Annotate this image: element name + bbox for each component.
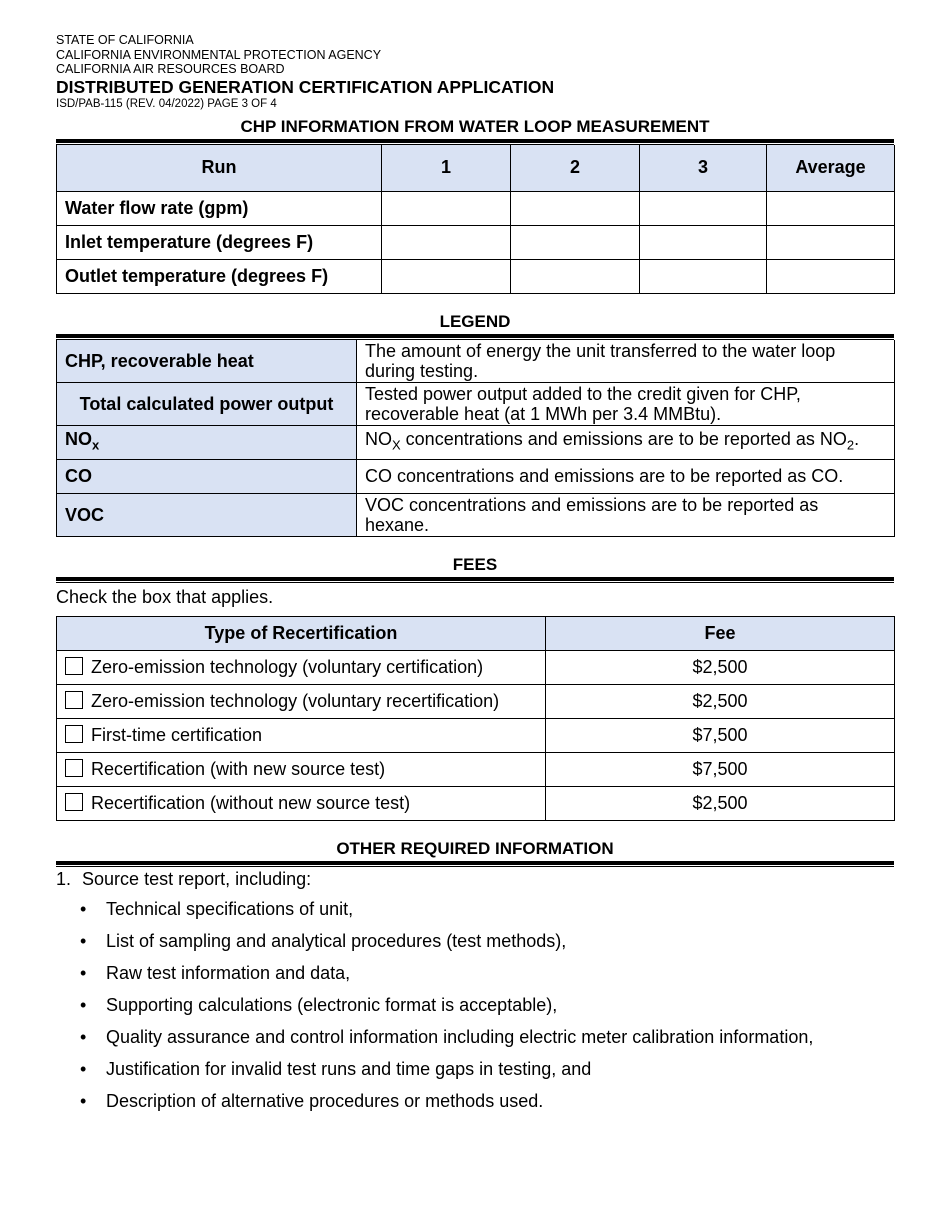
legend-row bbox=[57, 340, 895, 383]
table-row bbox=[57, 752, 895, 786]
table-row bbox=[57, 684, 895, 718]
fee-amount: $7,500 bbox=[546, 752, 895, 786]
fees-section-title: FEES bbox=[452, 554, 498, 574]
col-run: Run bbox=[57, 145, 382, 192]
nox-term-base: NO bbox=[65, 428, 92, 449]
bullet-text: Supporting calculations (electronic format is acceptable), bbox=[106, 994, 558, 1015]
nox-def-subscript: X bbox=[392, 437, 401, 453]
agency-carb: CALIFORNIA AIR RESOURCES BOARD bbox=[56, 62, 285, 76]
row-label-water-flow: Water flow rate (gpm) bbox=[57, 191, 382, 225]
legend-term: CHP, recoverable heat bbox=[57, 340, 357, 383]
bullet-text: Quality assurance and control information including electric meter calibration information, bbox=[106, 1026, 814, 1047]
col-average: Average bbox=[767, 145, 895, 192]
chp-header-row bbox=[57, 145, 895, 192]
legend-section-title: LEGEND bbox=[439, 311, 511, 331]
table-row bbox=[57, 650, 895, 684]
nox-term-subscript: x bbox=[92, 437, 100, 453]
recertification-with-test-checkbox[interactable] bbox=[65, 759, 83, 777]
fee-option bbox=[57, 650, 546, 684]
legend-row bbox=[57, 493, 895, 536]
row-label-inlet-temp: Inlet temperature (degrees F) bbox=[57, 225, 382, 259]
legend-definition: The amount of energy the unit transferred to the water loop during testing. bbox=[357, 340, 895, 383]
col-fee: Fee bbox=[546, 616, 895, 650]
outlet-temp-run2-field[interactable] bbox=[511, 259, 640, 293]
recertification-without-test-checkbox[interactable] bbox=[65, 793, 83, 811]
table-row bbox=[57, 259, 895, 293]
legend-term bbox=[57, 425, 357, 459]
legend-term: VOC bbox=[57, 493, 357, 536]
fees-table bbox=[56, 616, 895, 821]
zero-emission-certification-checkbox[interactable] bbox=[65, 657, 83, 675]
form-number: ISD/PAB-115 (REV. 04/2022) PAGE 3 OF 4 bbox=[56, 97, 277, 110]
nox-def-text: concentrations and emissions are to be reported as NO bbox=[400, 428, 847, 449]
list-item bbox=[56, 868, 894, 890]
nox-def-base: NO bbox=[365, 428, 392, 449]
inlet-temp-run3-field[interactable] bbox=[640, 225, 767, 259]
fee-option bbox=[57, 718, 546, 752]
col-type-of-recertification: Type of Recertification bbox=[57, 616, 546, 650]
inlet-temp-average-field[interactable] bbox=[767, 225, 895, 259]
form-title: DISTRIBUTED GENERATION CERTIFICATION APPLICATION bbox=[56, 76, 555, 97]
list-item bbox=[56, 1053, 894, 1085]
col-run-3: 3 bbox=[640, 145, 767, 192]
chp-table bbox=[56, 145, 895, 294]
bullet-text: Description of alternative procedures or methods used. bbox=[106, 1090, 544, 1111]
water-flow-average-field[interactable] bbox=[767, 191, 895, 225]
section-rule bbox=[56, 577, 894, 583]
fee-amount: $2,500 bbox=[546, 650, 895, 684]
fee-option-label: Recertification (with new source test) bbox=[91, 758, 386, 779]
list-item bbox=[56, 1021, 894, 1053]
outlet-temp-run3-field[interactable] bbox=[640, 259, 767, 293]
nox-def-end: . bbox=[854, 428, 860, 449]
water-flow-run3-field[interactable] bbox=[640, 191, 767, 225]
form-header bbox=[56, 33, 894, 111]
table-row bbox=[57, 786, 895, 820]
section-rule bbox=[56, 861, 894, 867]
bullet-icon: • bbox=[80, 898, 87, 919]
fee-amount: $2,500 bbox=[546, 786, 895, 820]
bullet-text: Technical specifications of unit, bbox=[106, 898, 354, 919]
bullet-list bbox=[56, 893, 894, 1117]
fee-option-label: Zero-emission technology (voluntary recertification) bbox=[91, 690, 500, 711]
row-label-outlet-temp: Outlet temperature (degrees F) bbox=[57, 259, 382, 293]
fee-option bbox=[57, 786, 546, 820]
list-item bbox=[56, 1085, 894, 1117]
fees-header-row bbox=[57, 616, 895, 650]
table-row bbox=[57, 191, 895, 225]
other-info-section-title: OTHER REQUIRED INFORMATION bbox=[336, 838, 614, 858]
bullet-icon: • bbox=[80, 1090, 87, 1111]
fee-option-label: Zero-emission technology (voluntary certification) bbox=[91, 656, 484, 677]
legend-definition: Tested power output added to the credit given for CHP, recoverable heat (at 1 MWh per 3.4 MMBtu). bbox=[357, 382, 895, 425]
fee-option-label: First-time certification bbox=[91, 724, 263, 745]
bullet-icon: • bbox=[80, 994, 87, 1015]
fee-amount: $2,500 bbox=[546, 684, 895, 718]
fee-option bbox=[57, 684, 546, 718]
agency-calepa: CALIFORNIA ENVIRONMENTAL PROTECTION AGENCY bbox=[56, 47, 382, 62]
inlet-temp-run2-field[interactable] bbox=[511, 225, 640, 259]
legend-definition: VOC concentrations and emissions are to be reported as hexane. bbox=[357, 493, 895, 536]
legend-row bbox=[57, 425, 895, 459]
legend-definition bbox=[357, 425, 895, 459]
list-item-number: 1. bbox=[56, 868, 72, 889]
outlet-temp-run1-field[interactable] bbox=[382, 259, 511, 293]
table-row bbox=[57, 225, 895, 259]
bullet-text: List of sampling and analytical procedures (test methods), bbox=[106, 930, 567, 951]
col-run-2: 2 bbox=[511, 145, 640, 192]
list-item bbox=[56, 925, 894, 957]
bullet-text: Raw test information and data, bbox=[106, 962, 351, 983]
legend-section bbox=[56, 312, 894, 537]
agency-state: STATE OF CALIFORNIA bbox=[56, 33, 194, 47]
other-info-section bbox=[56, 839, 894, 1117]
chp-section-title: CHP INFORMATION FROM WATER LOOP MEASUREMENT bbox=[240, 116, 710, 136]
form-page bbox=[56, 33, 894, 1117]
chp-section bbox=[56, 117, 894, 294]
list-item bbox=[56, 989, 894, 1021]
zero-emission-recertification-checkbox[interactable] bbox=[65, 691, 83, 709]
bullet-icon: • bbox=[80, 930, 87, 951]
outlet-temp-average-field[interactable] bbox=[767, 259, 895, 293]
fee-amount: $7,500 bbox=[546, 718, 895, 752]
fee-option bbox=[57, 752, 546, 786]
list-item-text: Source test report, including: bbox=[82, 868, 312, 889]
first-time-certification-checkbox[interactable] bbox=[65, 725, 83, 743]
legend-row bbox=[57, 459, 895, 493]
bullet-icon: • bbox=[80, 1026, 87, 1047]
fees-instruction: Check the box that applies. bbox=[56, 586, 274, 607]
list-item bbox=[56, 957, 894, 989]
water-flow-run1-field[interactable] bbox=[382, 191, 511, 225]
bullet-icon: • bbox=[80, 962, 87, 983]
inlet-temp-run1-field[interactable] bbox=[382, 225, 511, 259]
bullet-icon: • bbox=[80, 1058, 87, 1079]
fees-section bbox=[56, 555, 894, 821]
legend-term: CO bbox=[57, 459, 357, 493]
legend-table bbox=[56, 340, 895, 537]
legend-definition: CO concentrations and emissions are to be reported as CO. bbox=[357, 459, 895, 493]
no2-subscript: 2 bbox=[846, 437, 855, 453]
list-item bbox=[56, 893, 894, 925]
col-run-1: 1 bbox=[382, 145, 511, 192]
bullet-text: Justification for invalid test runs and time gaps in testing, and bbox=[106, 1058, 592, 1079]
legend-row bbox=[57, 382, 895, 425]
water-flow-run2-field[interactable] bbox=[511, 191, 640, 225]
legend-term: Total calculated power output bbox=[57, 382, 357, 425]
fee-option-label: Recertification (without new source test) bbox=[91, 792, 411, 813]
table-row bbox=[57, 718, 895, 752]
